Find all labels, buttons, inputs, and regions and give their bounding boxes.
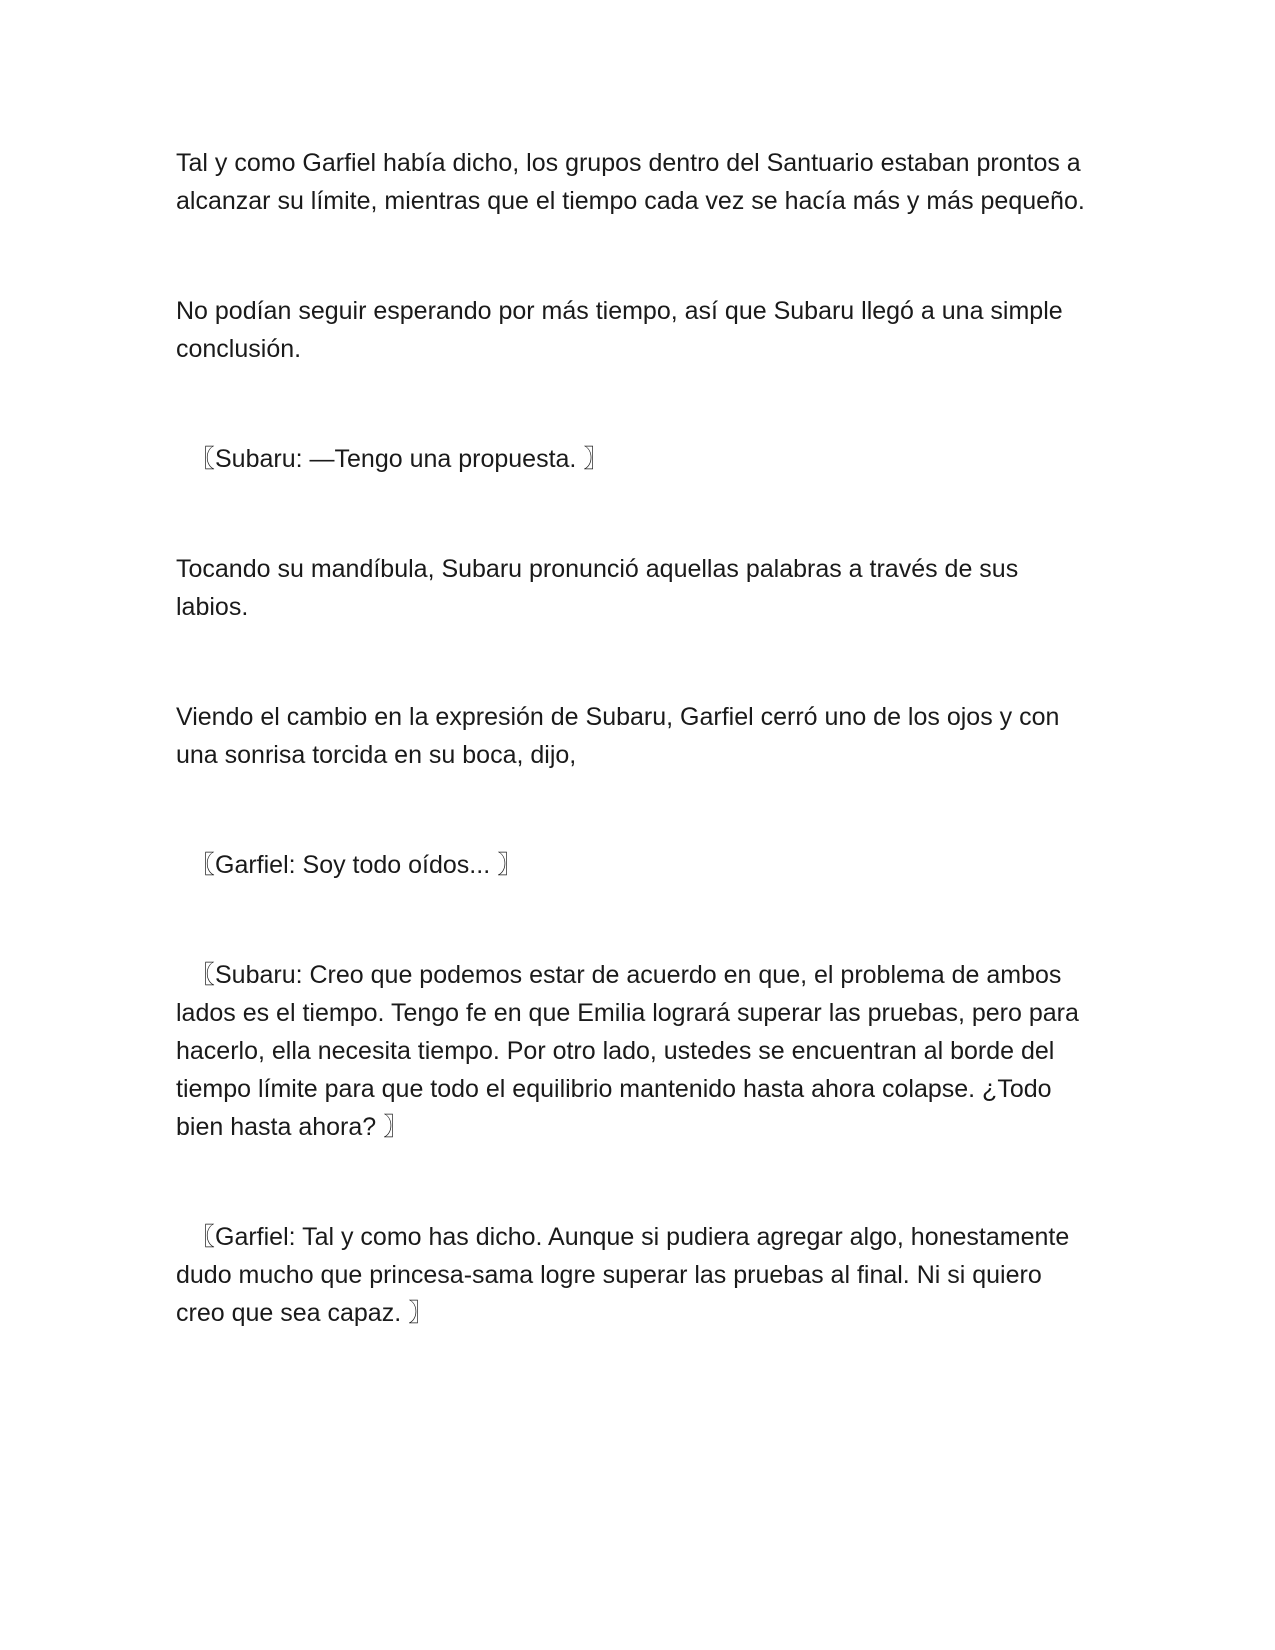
paragraph-spacer xyxy=(176,884,1096,956)
paragraph-spacer xyxy=(176,774,1096,846)
dialogue-line-4 xyxy=(176,1218,1096,1332)
dialogue-line-2-text: 〖Garfiel: Soy todo oídos... 〗 xyxy=(190,851,523,879)
paragraph-spacer xyxy=(176,1146,1096,1218)
paragraph-spacer xyxy=(176,368,1096,440)
paragraph-4 xyxy=(176,698,1096,774)
paragraph-spacer xyxy=(176,220,1096,292)
paragraph-2-text: No podían seguir esperando por más tiempo, así que Subaru llegó a una simple conclusión. xyxy=(176,297,1063,363)
dialogue-line-3-text: 〖Subaru: Creo que podemos estar de acuerdo en que, el problema de ambos lados es el tiempo. Tengo fe en que Emilia logrará superar las pruebas, pero para hacerlo, ella necesita tiempo. Por otro lado, ustedes se encuentran al borde del tiempo límite para que todo el equilibrio mantenido hasta ahora colapse. ¿Todo bien hasta ahora? 〗 xyxy=(176,961,1079,1141)
paragraph-spacer xyxy=(176,626,1096,698)
paragraph-2 xyxy=(176,292,1096,368)
dialogue-line-1-text: 〖Subaru: —Tengo una propuesta. 〗 xyxy=(190,445,609,473)
dialogue-line-2 xyxy=(176,846,1096,884)
dialogue-line-4-text: 〖Garfiel: Tal y como has dicho. Aunque si pudiera agregar algo, honestamente dudo mucho que princesa-sama logre superar las pruebas al final. Ni si quiero creo que sea capaz. 〗 xyxy=(176,1223,1070,1327)
dialogue-line-3 xyxy=(176,956,1096,1146)
paragraph-4-text: Viendo el cambio en la expresión de Subaru, Garfiel cerró uno de los ojos y con una sonrisa torcida en su boca, dijo, xyxy=(176,703,1060,769)
paragraph-3-text: Tocando su mandíbula, Subaru pronunció aquellas palabras a través de sus labios. xyxy=(176,555,1019,621)
paragraph-spacer xyxy=(176,478,1096,550)
paragraph-1-text: Tal y como Garfiel había dicho, los grupos dentro del Santuario estaban prontos a alcanzar su límite, mientras que el tiempo cada vez se hacía más y más pequeño. xyxy=(176,149,1085,215)
paragraph-3 xyxy=(176,550,1096,626)
document-body xyxy=(176,144,1096,1332)
paragraph-1 xyxy=(176,144,1096,220)
dialogue-line-1 xyxy=(176,440,1096,478)
